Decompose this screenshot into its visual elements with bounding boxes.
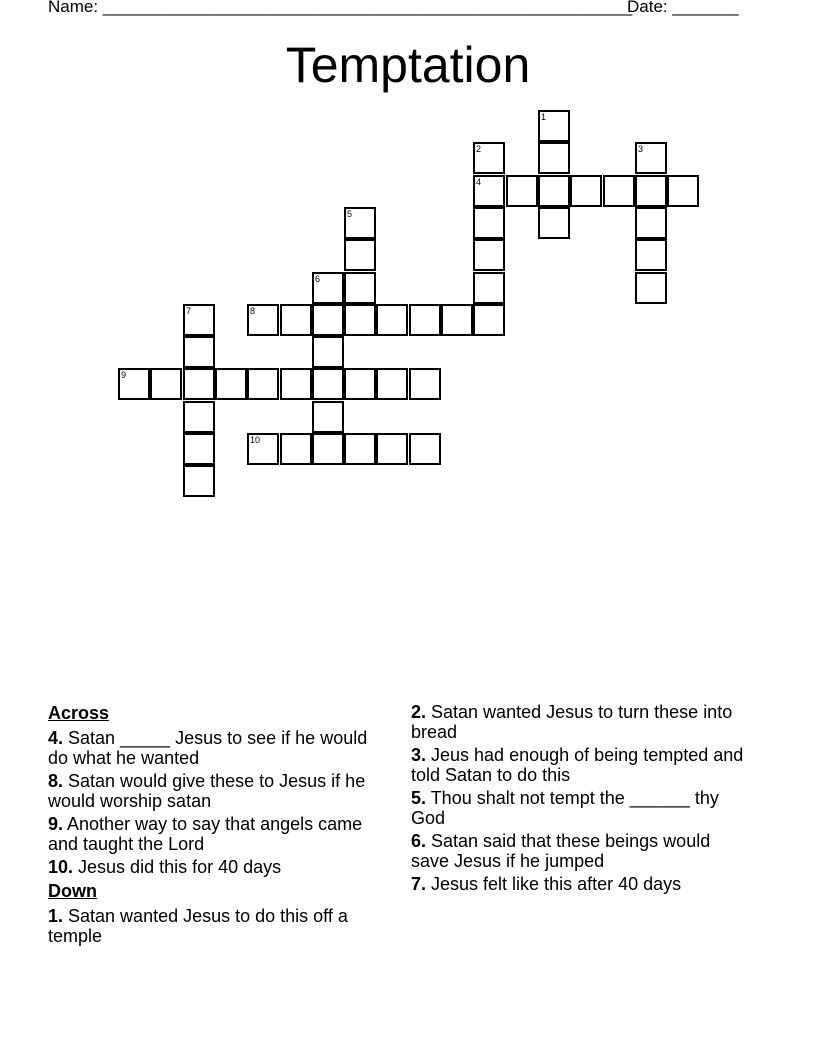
clue-text: Satan _____ Jesus to see if he would do what he wanted [48,728,368,768]
crossword-cell[interactable] [473,304,505,336]
clue-number: 2. [411,702,427,722]
cell-number: 9 [121,370,127,380]
clue-item [411,874,751,894]
crossword-cell[interactable] [247,304,279,336]
cell-number: 4 [476,177,482,187]
crossword-cell[interactable] [183,433,215,465]
crossword-cell[interactable] [183,401,215,433]
clue-item [411,831,751,871]
crossword-cell[interactable] [312,368,344,400]
crossword-cell[interactable] [376,304,408,336]
cell-number: 1 [541,112,547,122]
crossword-cell[interactable] [280,304,312,336]
clue-item [411,788,751,828]
clue-number: 4. [48,728,64,748]
crossword-cell[interactable] [603,175,635,207]
cell-number: 2 [476,144,482,154]
clues-right-column [411,702,751,897]
cell-number: 10 [250,435,261,445]
crossword-cell[interactable] [344,368,376,400]
crossword-cell[interactable] [473,175,505,207]
crossword-cell[interactable] [183,304,215,336]
crossword-cell[interactable] [409,368,441,400]
crossword-cell[interactable] [344,304,376,336]
crossword-cell[interactable] [247,433,279,465]
crossword-cell[interactable] [183,465,215,497]
date-field[interactable]: Date: _______ [627,0,739,16]
crossword-cell[interactable] [538,110,570,142]
clue-number: 6. [411,831,427,851]
clues-left-column [48,702,388,949]
clue-text: Jesus felt like this after 40 days [426,874,682,894]
clue-text: Jeus had enough of being tempted and told Satan to do this [411,745,744,785]
clue-number: 7. [411,874,427,894]
crossword-cell[interactable] [667,175,699,207]
crossword-cell[interactable] [312,272,344,304]
clue-number: 1. [48,906,64,926]
cell-number: 6 [315,274,321,284]
clue-item [48,857,388,877]
across-clue-list [48,728,388,877]
clue-text: Satan would give these to Jesus if he would worship satan [48,771,366,811]
crossword-cell[interactable] [183,336,215,368]
crossword-cell[interactable] [473,272,505,304]
crossword-cell[interactable] [538,175,570,207]
clue-number: 5. [411,788,427,808]
crossword-cell[interactable] [409,433,441,465]
crossword-cell[interactable] [635,272,667,304]
clue-number: 3. [411,745,427,765]
crossword-cell[interactable] [118,368,150,400]
crossword-cell[interactable] [473,239,505,271]
crossword-cell[interactable] [312,304,344,336]
clue-item [48,771,388,811]
page-title: Temptation [285,37,531,93]
cell-number: 8 [250,306,256,316]
clue-text: Satan said that these beings would save Jesus if he jumped [411,831,711,871]
across-heading: Across [48,703,110,723]
crossword-grid [0,0,816,520]
clue-text: Jesus did this for 40 days [73,857,282,877]
crossword-cell[interactable] [635,207,667,239]
crossword-cell[interactable] [280,368,312,400]
clue-text: Satan wanted Jesus to do this off a temple [48,906,348,946]
clue-text: Another way to say that angels came and taught the Lord [48,814,363,854]
crossword-cell[interactable] [344,272,376,304]
clue-item [411,745,751,785]
clue-number: 8. [48,771,64,791]
crossword-cell[interactable] [473,207,505,239]
crossword-cell[interactable] [312,433,344,465]
cell-number: 3 [638,144,644,154]
clue-item [48,728,388,768]
crossword-cell[interactable] [344,239,376,271]
crossword-cell[interactable] [570,175,602,207]
clue-item [411,702,751,742]
clue-number: 9. [48,814,64,834]
cell-number: 7 [186,306,192,316]
down-clue-list-continued [411,702,751,894]
crossword-cell[interactable] [312,336,344,368]
crossword-cell[interactable] [150,368,182,400]
crossword-cell[interactable] [473,142,505,174]
cell-number: 5 [347,209,353,219]
crossword-cell[interactable] [215,368,247,400]
clue-number: 10. [48,857,74,877]
clue-text: Thou shalt not tempt the ______ thy God [411,788,719,828]
crossword-cell[interactable] [441,304,473,336]
crossword-cell[interactable] [376,433,408,465]
name-field[interactable]: Name: ________________________________________________________ [48,0,633,16]
crossword-cell[interactable] [183,368,215,400]
crossword-cell[interactable] [635,142,667,174]
clue-text: Satan wanted Jesus to turn these into bread [411,702,733,742]
crossword-cell[interactable] [635,239,667,271]
down-clue-list [48,906,388,946]
crossword-cell[interactable] [344,207,376,239]
down-heading: Down [48,881,97,901]
crossword-cell[interactable] [312,401,344,433]
crossword-cell[interactable] [247,368,279,400]
crossword-cell[interactable] [344,433,376,465]
crossword-cell[interactable] [280,433,312,465]
clue-item [48,906,388,946]
crossword-cell[interactable] [538,207,570,239]
crossword-cell[interactable] [376,368,408,400]
crossword-cell[interactable] [635,175,667,207]
crossword-cell[interactable] [538,142,570,174]
crossword-cell[interactable] [506,175,538,207]
clue-item [48,814,388,854]
crossword-cell[interactable] [409,304,441,336]
